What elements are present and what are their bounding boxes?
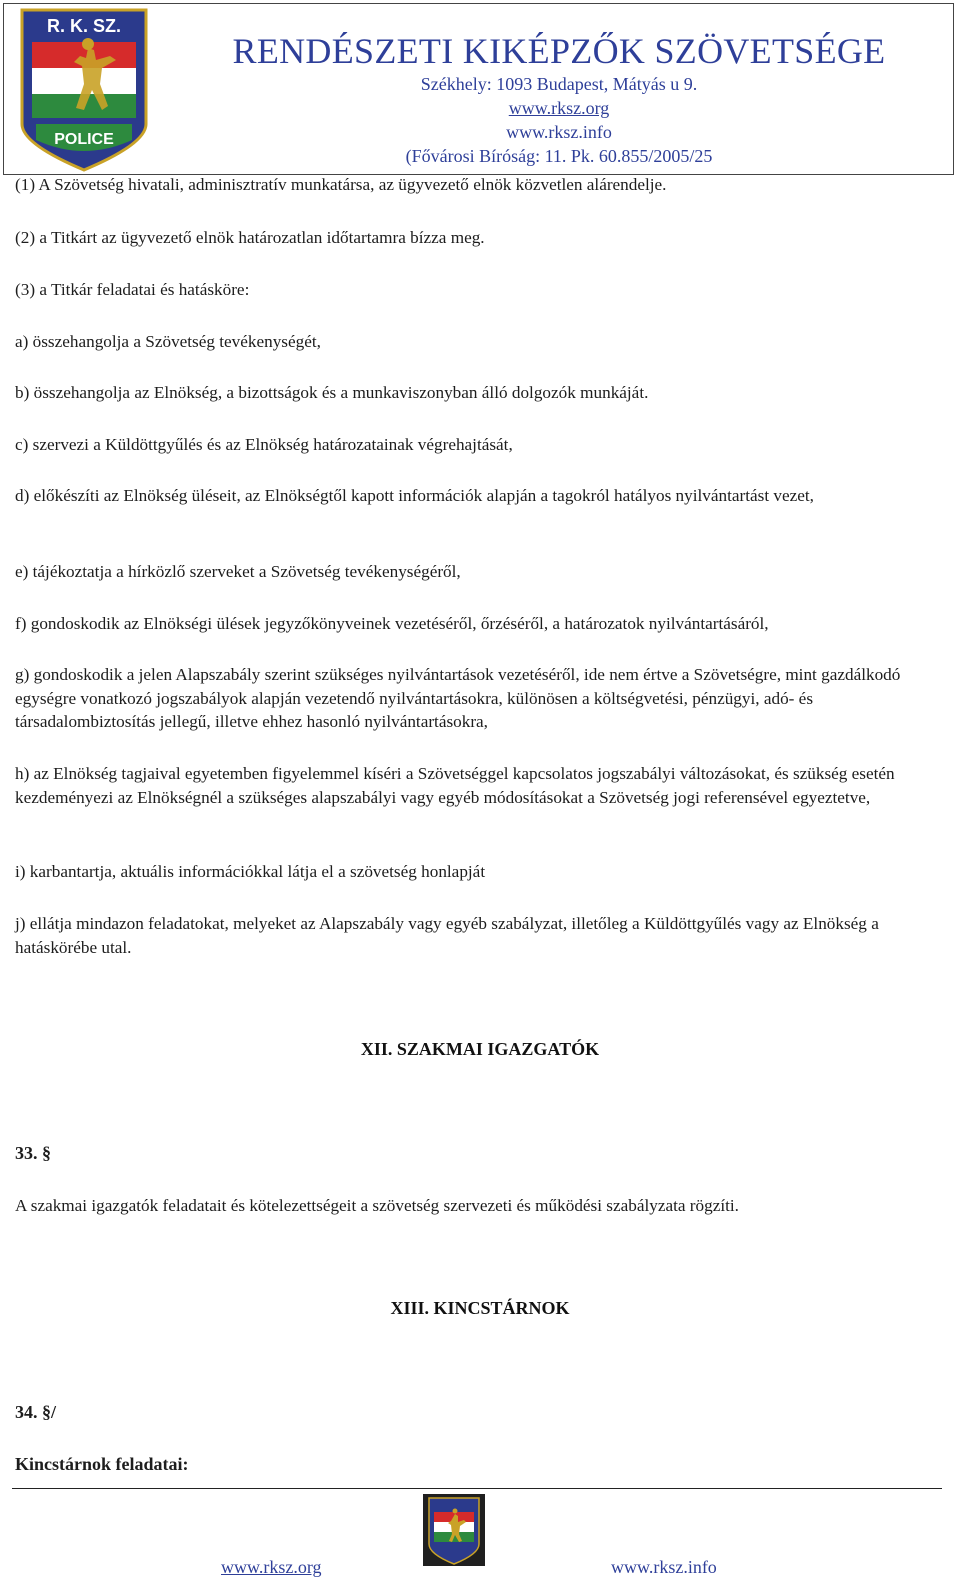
paragraph-3: (3) a Titkár feladatai és hatásköre: <box>15 280 250 299</box>
website-org-link[interactable]: www.rksz.org <box>508 98 610 118</box>
list-item-b: b) összehangolja az Elnökség, a bizottságok és a munkaviszonyban álló dolgozók munkáját. <box>15 383 649 402</box>
list-item-g: g) gondoskodik a jelen Alapszabály szerint szükséges nyilvántartások vezetéséről, ide nem értve a Szövetségre, mint gazdálkodó egységre vonatkozó jogszabályok alapján vezetendő nyilvántartásokra, különösen a költségvetési, pénzügyi, adó- és társadalombiztosítás jellegű, illetve ehhez hasonló nyilvántartásokra, <box>15 665 901 731</box>
section-34-subtitle: Kincstárnok feladatai: <box>15 1454 189 1474</box>
section-13-heading: XIII. KINCSTÁRNOK <box>390 1298 570 1318</box>
section-33-text: A szakmai igazgatók feladatait és kötelezettségeit a szövetség szervezeti és működési szabályzata rögzíti. <box>15 1196 739 1215</box>
footer-shield-logo <box>423 1494 485 1566</box>
list-item-f: f) gondoskodik az Elnökségi ülések jegyzőkönyveinek vezetéséről, őrzéséről, a határozatok nyilvántartásáról, <box>15 614 769 633</box>
list-item-h: h) az Elnökség tagjaival egyetemben figyelemmel kíséri a Szövetséggel kapcsolatos jogszabályi változásokat, és szükség esetén kezdeményezi az Elnökségnél a szükséges alapszabályi vagy egyéb módosításokat a Szövetség jogi referensével egyeztetve, <box>15 764 895 807</box>
footer-divider <box>12 1488 942 1489</box>
list-item-e: e) tájékoztatja a hírközlő szerveket a Szövetség tevékenységéről, <box>15 562 461 581</box>
rksz-police-shield-logo <box>16 6 152 174</box>
address-line: Székhely: 1093 Budapest, Mátyás u 9. <box>420 74 698 94</box>
paragraph-2: (2) a Titkárt az ügyvezető elnök határozatlan időtartamra bízza meg. <box>15 228 485 247</box>
website-info-link[interactable]: www.rksz.info <box>506 122 612 142</box>
section-33-number: 33. § <box>15 1143 51 1163</box>
logo-badge-text: POLICE <box>54 131 114 148</box>
court-registration: (Fővárosi Bíróság: 11. Pk. 60.855/2005/25 <box>405 146 713 166</box>
list-item-d: d) előkészíti az Elnökség üléseit, az Elnökségtől kapott információk alapján a tagokról hatályos nyilvántartást vezet, <box>15 486 814 505</box>
section-12-heading: XII. SZAKMAI IGAZGATÓK <box>360 1039 600 1059</box>
list-item-i: i) karbantartja, aktuális információkkal látja el a szövetség honlapját <box>15 862 486 881</box>
organization-name: RENDÉSZETI KIKÉPZŐK SZÖVETSÉGE <box>232 31 886 71</box>
paragraph-1: (1) A Szövetség hivatali, adminisztratív munkatársa, az ügyvezető elnök közvetlen alárendelje. <box>15 175 667 194</box>
list-item-a: a) összehangolja a Szövetség tevékenységét, <box>15 332 321 351</box>
footer-website-info-link[interactable]: www.rksz.info <box>611 1557 717 1577</box>
footer-website-org-link[interactable]: www.rksz.org <box>221 1557 322 1577</box>
logo-text: R. K. SZ. <box>46 16 122 36</box>
list-item-c: c) szervezi a Küldöttgyűlés és az Elnökség határozatainak végrehajtását, <box>15 435 513 454</box>
section-34-number: 34. §/ <box>15 1402 57 1422</box>
letterhead <box>3 3 954 175</box>
list-item-j: j) ellátja mindazon feladatokat, melyeket az Alapszabály vagy egyéb szabályzat, illetőleg a Küldöttgyűlés vagy az Elnökség a hatáskörébe utal. <box>15 914 879 957</box>
